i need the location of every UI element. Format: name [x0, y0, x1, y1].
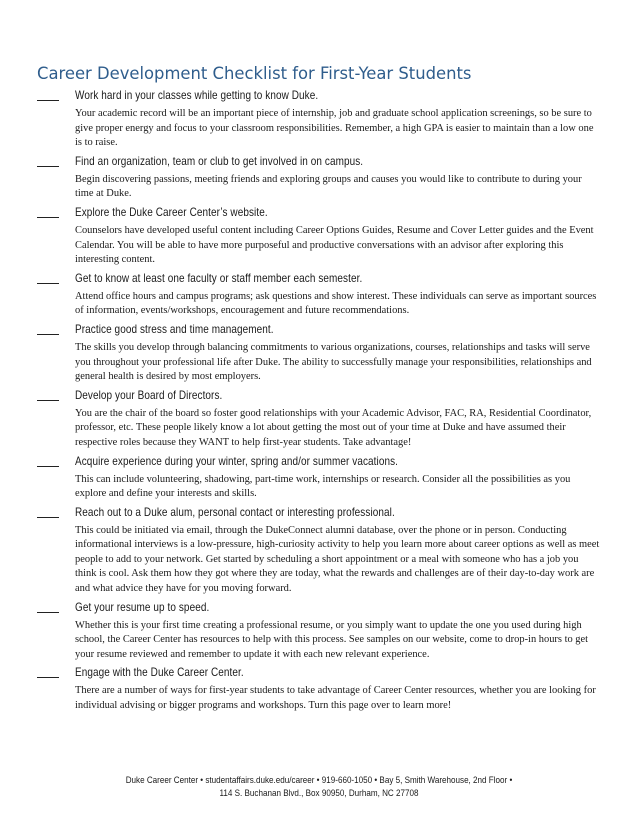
checklist-item: [37, 271, 602, 322]
checklist-item: [37, 600, 602, 666]
checklist-item-heading: Get to know at least one faculty or staff member each semester.: [75, 271, 363, 285]
page-title: Career Development Checklist for First-Year Students: [37, 64, 472, 83]
checklist-item-heading: Work hard in your classes while getting to know Duke.: [75, 89, 319, 102]
checklist-item-header: [37, 154, 602, 170]
checklist-item-heading: Acquire experience during your winter, spring and/or summer vacations.: [75, 454, 399, 468]
checklist-item-description: Begin discovering passions, meeting friends and exploring groups and causes you would like to contribute to during your time at Duke.: [75, 173, 582, 200]
checkbox-blank[interactable]: [37, 322, 75, 338]
checklist-item-header: [37, 505, 602, 521]
checkbox-blank[interactable]: [37, 665, 75, 681]
checklist-item: [37, 322, 602, 388]
checklist-item: [37, 154, 602, 205]
checklist-item-description: There are a number of ways for first-year students to take advantage of Career Center resources, whether you are looking for individual advising or bigger programs and workshops. Turn this page over to learn more!: [75, 685, 596, 712]
checklist-item-header: [37, 665, 602, 681]
footer-contact: [0, 774, 638, 800]
checklist-item: [37, 505, 602, 600]
checklist-item-description: Your academic record will be an important piece of internship, job and graduate school application screenings, so be sure to give proper energy and focus to your classroom responsibilities. Remember, a high GPA is easier to maintain than a low one is to raise.: [75, 108, 594, 149]
checkbox-blank[interactable]: [37, 271, 75, 287]
checklist: [37, 88, 602, 717]
checkbox-blank[interactable]: [37, 205, 75, 221]
checklist-item-heading: Practice good stress and time management.: [75, 322, 274, 336]
checklist-item: [37, 665, 602, 716]
checklist-item-header: [37, 205, 602, 221]
checklist-item-heading: Reach out to a Duke alum, personal contact or interesting professional.: [75, 505, 395, 519]
checklist-item-header: [37, 271, 602, 287]
checkbox-blank[interactable]: [37, 454, 75, 470]
checklist-item: [37, 388, 602, 454]
checklist-item-heading: Develop your Board of Directors.: [75, 388, 223, 402]
checklist-item: [37, 454, 602, 505]
checklist-item-header: [37, 600, 602, 616]
checklist-item: [37, 205, 602, 271]
checklist-item-heading: Get your resume up to speed.: [75, 600, 210, 614]
checklist-item-description: Whether this is your first time creating a professional resume, or you simply want to update the one you used during high school, the Career Center has resources to help with this process. See samples on our website, come to drop-in hours to get your resume reviewed and remember to update it with each new relevant experience.: [75, 619, 589, 660]
checkbox-blank[interactable]: [37, 600, 75, 616]
checklist-item-header: [37, 454, 602, 470]
checklist-item-description: Attend office hours and campus programs; ask questions and show interest. These individuals can serve as important sources of information, events/workshops, encouragement and future recommendations.: [75, 290, 597, 317]
footer-line-1: Duke Career Center • studentaffairs.duke.edu/career • 919-660-1050 • Bay 5, Smith Warehouse, 2nd Floor •: [125, 775, 513, 785]
checklist-item-header: [37, 388, 602, 404]
checklist-item-description: This can include volunteering, shadowing, part-time work, internships or research. Consider all the possibilities as you explore and define your interests and skills.: [75, 473, 571, 500]
checklist-item-heading: Explore the Duke Career Center’s website.: [75, 205, 268, 219]
checklist-item-heading: Engage with the Duke Career Center.: [75, 666, 244, 680]
checkbox-blank[interactable]: [37, 388, 75, 404]
checklist-item-description: You are the chair of the board so foster good relationships with your Academic Advisor, FAC, RA, Residential Coordinator, professor, etc. These people likely know a lot about getting the most out of your time at Duke and have assumed their respective roles because they WANT to help first-year students. Take advantage!: [75, 407, 592, 448]
checklist-item-description: The skills you develop through balancing commitments to various organizations, courses, relationships and tasks will serve you throughout your professional life after Duke. The ability to successfully manage your responsibilities, relationships and general health is desired by most employers.: [75, 341, 592, 383]
checkbox-blank[interactable]: [37, 505, 75, 521]
checklist-item: [37, 88, 602, 154]
checklist-item-header: [37, 322, 602, 338]
checkbox-blank[interactable]: [37, 154, 75, 170]
checkbox-blank[interactable]: [37, 88, 75, 104]
checklist-item-heading: Find an organization, team or club to get involved in on campus.: [75, 154, 364, 168]
footer-line-2: 114 S. Buchanan Blvd., Box 90950, Durham, NC 27708: [219, 788, 419, 798]
checklist-item-description: This could be initiated via email, through the DukeConnect alumni database, over the phone or in person. Conducting informational interviews is a low-pressure, high-curiosity activity to help you learn more about career options as well as meet people to add to your network. Get started by scheduling a short appointment or a meal with someone who has a job you think is cool. Ask them how they got where they are today, what the rewards and challenges are of their day-to-day work are and what advice they have for you moving forward.: [75, 524, 600, 595]
checklist-item-description: Counselors have developed useful content including Career Options Guides, Resume and Cover Letter guides and the Event Calendar. You will be able to have more purposeful and productive conversations with an advisor after exploring this interesting content.: [75, 224, 594, 266]
checklist-item-header: [37, 88, 602, 104]
